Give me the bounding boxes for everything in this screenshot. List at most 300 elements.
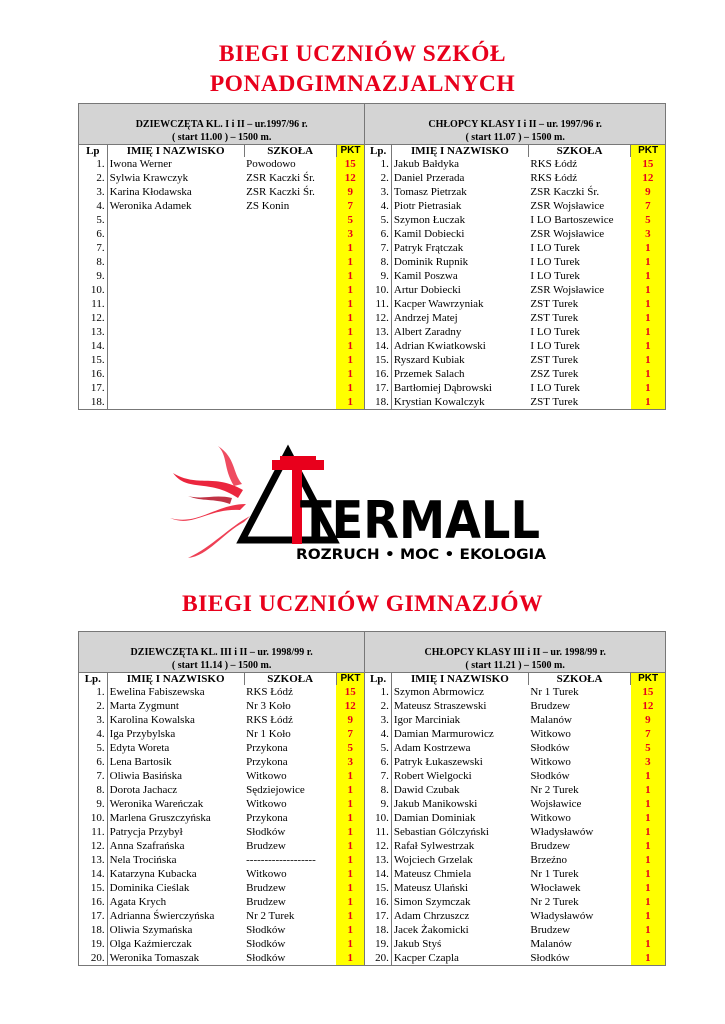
lp-cell: 4. <box>365 727 392 741</box>
lp-cell: 15. <box>79 881 108 895</box>
table-row <box>79 685 666 699</box>
lp-cell: 15. <box>365 353 392 367</box>
points-cell: 1 <box>336 283 365 297</box>
school-cell: Witkowo <box>530 728 571 740</box>
lp-cell: 7. <box>365 769 392 783</box>
points-cell: 1 <box>631 839 666 853</box>
lp-cell: 12. <box>79 311 108 325</box>
name-cell: Artur Dobiecki <box>391 283 528 297</box>
school-cell: Brudzew <box>246 896 286 908</box>
school-cell <box>244 353 336 367</box>
points-cell: 1 <box>631 923 666 937</box>
school-cell: Słodków <box>246 938 286 950</box>
name-cell: Robert Wielgocki <box>391 769 528 783</box>
table-row <box>79 713 666 727</box>
school-cell: Brudzew <box>246 840 286 852</box>
table-row <box>79 157 666 171</box>
name-cell: Piotr Pietrasiak <box>391 199 528 213</box>
lp-cell: 19. <box>79 937 108 951</box>
page-title-junior-high: BIEGI UCZNIÓW GIMNAZJÓW <box>181 591 543 617</box>
school-cell: Brudzew <box>530 840 571 852</box>
name-cell: Sylwia Krawczyk <box>107 171 244 185</box>
school-cell: Malanów <box>530 714 572 726</box>
name-cell: Adrianna Świerczyńska <box>107 909 244 923</box>
lp-cell: 4. <box>79 199 108 213</box>
table-row <box>79 199 666 213</box>
name-cell: Iga Przybylska <box>107 727 244 741</box>
lp-cell: 2. <box>365 171 392 185</box>
column-header: SZKOŁA <box>528 673 630 686</box>
points-cell: 1 <box>631 255 666 269</box>
name-cell: Anna Szafrańska <box>107 839 244 853</box>
school-cell: Wojsławice <box>530 798 582 810</box>
group-header-line: CHŁOPCY KLASY I i II – ur. 1997/96 r. <box>428 119 602 130</box>
school-cell: Witkowo <box>530 812 571 824</box>
points-cell: 1 <box>631 909 666 923</box>
group-header-line: ( start 11.07 ) – 1500 m. <box>465 132 565 143</box>
lp-cell: 20. <box>365 951 392 966</box>
school-cell: Przykona <box>246 742 288 754</box>
name-cell: Iwona Werner <box>107 157 244 171</box>
table-row <box>79 353 666 367</box>
table-row <box>79 283 666 297</box>
table-row <box>79 339 666 353</box>
lp-cell: 16. <box>365 367 392 381</box>
points-cell: 5 <box>631 213 666 227</box>
lp-cell: 10. <box>79 283 108 297</box>
lp-cell: 19. <box>365 937 392 951</box>
group-header-line: CHŁOPCY KLASY III i II – ur. 1998/99 r. <box>424 647 606 658</box>
lp-cell: 18. <box>79 395 108 410</box>
points-cell: 1 <box>336 867 365 881</box>
lp-cell: 1. <box>365 685 392 699</box>
name-cell: Sebastian Gólczyński <box>391 825 528 839</box>
points-cell: 12 <box>631 171 666 185</box>
lp-cell: 14. <box>365 339 392 353</box>
name-cell: Oliwia Szymańska <box>107 923 244 937</box>
lp-cell: 9. <box>79 269 108 283</box>
points-cell: 1 <box>631 325 666 339</box>
name-cell: Damian Dominiak <box>391 811 528 825</box>
lp-cell: 5. <box>79 213 108 227</box>
points-cell: 1 <box>631 783 666 797</box>
school-cell <box>244 269 336 283</box>
points-cell: 1 <box>631 937 666 951</box>
lp-cell: 8. <box>79 255 108 269</box>
lp-cell: 14. <box>79 339 108 353</box>
points-cell: 1 <box>336 255 365 269</box>
name-cell: Olga Kaźmierczak <box>107 937 244 951</box>
lp-cell: 17. <box>365 909 392 923</box>
table-row <box>79 255 666 269</box>
title-line-1: BIEGI UCZNIÓW SZKÓŁ <box>218 41 507 67</box>
group-header-line: ( start 11.21 ) – 1500 m. <box>465 660 565 671</box>
school-cell: ZSR Kaczki Śr. <box>246 172 315 184</box>
school-cell: Słodków <box>530 742 570 754</box>
logo-brand-text: TERMALL <box>300 491 540 551</box>
school-cell: ZSR Kaczki Śr. <box>246 186 315 198</box>
school-cell: Brudzew <box>530 700 571 712</box>
name-cell: Patryk Łukaszewski <box>391 755 528 769</box>
results-table-upper-secondary <box>78 103 666 410</box>
name-cell <box>107 283 244 297</box>
name-cell: Karolina Kowalska <box>107 713 244 727</box>
points-cell: 1 <box>336 395 365 410</box>
column-header: PKT <box>336 145 365 158</box>
name-cell: Dorota Jachacz <box>107 783 244 797</box>
points-cell: 5 <box>336 741 365 755</box>
points-cell: 7 <box>631 727 666 741</box>
school-cell: Słodków <box>246 924 286 936</box>
name-cell: Przemek Salach <box>391 367 528 381</box>
column-header: IMIĘ I NAZWISKO <box>391 145 528 158</box>
lp-cell: 7. <box>79 241 108 255</box>
school-cell: Nr 2 Turek <box>246 910 295 922</box>
column-header: Lp. <box>365 145 392 158</box>
lp-cell: 12. <box>79 839 108 853</box>
name-cell: Tomasz Pietrzak <box>391 185 528 199</box>
name-cell: Krystian Kowalczyk <box>391 395 528 410</box>
points-cell: 1 <box>336 811 365 825</box>
points-cell: 7 <box>336 727 365 741</box>
name-cell: Weronika Tomaszak <box>107 951 244 966</box>
name-cell: Adam Kostrzewa <box>391 741 528 755</box>
table-row <box>79 213 666 227</box>
points-cell: 12 <box>631 699 666 713</box>
school-cell: ZS Konin <box>246 200 290 212</box>
points-cell: 1 <box>336 381 365 395</box>
group-header-line: ( start 11.00 ) – 1500 m. <box>171 132 272 143</box>
page-title-upper-secondary <box>0 39 725 99</box>
school-cell: Słodków <box>530 770 570 782</box>
lp-cell: 16. <box>365 895 392 909</box>
lp-cell: 17. <box>79 381 108 395</box>
points-cell: 1 <box>336 895 365 909</box>
table-row <box>79 727 666 741</box>
name-cell: Szymon Łuczak <box>391 213 528 227</box>
points-cell: 1 <box>631 881 666 895</box>
points-cell: 1 <box>631 381 666 395</box>
lp-cell: 1. <box>79 157 108 171</box>
school-cell: Witkowo <box>246 868 287 880</box>
lp-cell: 6. <box>365 755 392 769</box>
name-cell: Mateusz Ulański <box>391 881 528 895</box>
table-row <box>79 839 666 853</box>
school-cell: Władysławów <box>530 910 594 922</box>
right-group-header <box>365 104 666 145</box>
points-cell: 1 <box>631 769 666 783</box>
lp-cell: 18. <box>365 923 392 937</box>
table-row <box>79 867 666 881</box>
column-header: PKT <box>336 673 365 686</box>
lp-cell: 10. <box>79 811 108 825</box>
name-cell: Marta Zygmunt <box>107 699 244 713</box>
points-cell: 3 <box>336 755 365 769</box>
column-header: Lp. <box>365 673 392 686</box>
points-cell: 1 <box>631 895 666 909</box>
name-cell: Damian Marmurowicz <box>391 727 528 741</box>
name-cell: Rafał Sylwestrzak <box>391 839 528 853</box>
points-cell: 12 <box>336 699 365 713</box>
points-cell: 1 <box>631 797 666 811</box>
table-row <box>79 923 666 937</box>
points-cell: 1 <box>336 909 365 923</box>
school-cell: ZSR Wojsławice <box>530 284 605 296</box>
column-header: SZKOŁA <box>244 673 336 686</box>
school-cell <box>244 227 336 241</box>
name-cell: Jakub Manikowski <box>391 797 528 811</box>
lp-cell: 20. <box>79 951 108 966</box>
points-cell: 1 <box>631 367 666 381</box>
points-cell: 3 <box>631 227 666 241</box>
name-cell: Edyta Woreta <box>107 741 244 755</box>
name-cell: Oliwia Basińska <box>107 769 244 783</box>
school-cell: ZST Turek <box>530 298 579 310</box>
name-cell: Dominik Rupnik <box>391 255 528 269</box>
school-cell: I LO Turek <box>530 382 580 394</box>
name-cell: Jakub Styś <box>391 937 528 951</box>
lp-cell: 8. <box>365 255 392 269</box>
lp-cell: 8. <box>79 783 108 797</box>
points-cell: 1 <box>336 339 365 353</box>
lp-cell: 9. <box>365 269 392 283</box>
name-cell: Igor Marciniak <box>391 713 528 727</box>
points-cell: 9 <box>631 185 666 199</box>
column-header: Lp <box>79 145 108 158</box>
school-cell: Brudzew <box>530 924 571 936</box>
points-cell: 1 <box>336 367 365 381</box>
lp-cell: 5. <box>79 741 108 755</box>
lp-cell: 6. <box>79 227 108 241</box>
name-cell: Ewelina Fabiszewska <box>107 685 244 699</box>
results-table-junior-high <box>78 631 666 966</box>
name-cell: Katarzyna Kubacka <box>107 867 244 881</box>
lp-cell: 12. <box>365 839 392 853</box>
lp-cell: 13. <box>79 853 108 867</box>
name-cell: Szymon Abrmowicz <box>391 685 528 699</box>
name-cell <box>107 395 244 410</box>
name-cell <box>107 339 244 353</box>
lp-cell: 6. <box>365 227 392 241</box>
lp-cell: 1. <box>79 685 108 699</box>
name-cell <box>107 269 244 283</box>
name-cell: Andrzej Matej <box>391 311 528 325</box>
points-cell: 15 <box>336 685 365 699</box>
name-cell: Mateusz Straszewski <box>391 699 528 713</box>
school-cell: Nr 1 Turek <box>530 686 579 698</box>
points-cell: 1 <box>631 825 666 839</box>
table-row <box>79 909 666 923</box>
right-group-header <box>365 632 666 673</box>
points-cell: 1 <box>336 839 365 853</box>
logo-tagline-text: ROZRUCH • MOC • EKOLOGIA <box>296 547 547 563</box>
lp-cell: 9. <box>79 797 108 811</box>
lp-cell: 14. <box>79 867 108 881</box>
lp-cell: 16. <box>79 367 108 381</box>
school-cell: Witkowo <box>530 756 571 768</box>
points-cell: 1 <box>631 283 666 297</box>
points-cell: 9 <box>336 713 365 727</box>
points-cell: 5 <box>631 741 666 755</box>
name-cell <box>107 381 244 395</box>
points-cell: 1 <box>336 951 365 966</box>
table-row <box>79 227 666 241</box>
points-cell: 1 <box>336 769 365 783</box>
points-cell: 1 <box>336 881 365 895</box>
points-cell: 1 <box>336 923 365 937</box>
table-row <box>79 241 666 255</box>
title-line-2: PONADGIMNAZJALNYCH <box>209 71 516 97</box>
column-header: SZKOŁA <box>528 145 630 158</box>
points-cell: 1 <box>631 867 666 881</box>
lp-cell: 18. <box>365 395 392 410</box>
name-cell: Kamil Dobiecki <box>391 227 528 241</box>
lp-cell: 15. <box>365 881 392 895</box>
lp-cell: 18. <box>79 923 108 937</box>
table-row <box>79 797 666 811</box>
school-cell: Przykona <box>246 812 288 824</box>
lp-cell: 5. <box>365 213 392 227</box>
lp-cell: 2. <box>79 171 108 185</box>
name-cell <box>107 255 244 269</box>
points-cell: 1 <box>336 241 365 255</box>
school-cell <box>244 283 336 297</box>
points-cell: 7 <box>631 199 666 213</box>
table-row <box>79 783 666 797</box>
points-cell: 12 <box>336 171 365 185</box>
name-cell: Bartłomiej Dąbrowski <box>391 381 528 395</box>
points-cell: 1 <box>336 325 365 339</box>
table-row <box>79 769 666 783</box>
table-row <box>79 395 666 410</box>
points-cell: 1 <box>336 353 365 367</box>
name-cell: Jakub Bałdyka <box>391 157 528 171</box>
column-header: PKT <box>631 145 666 158</box>
name-cell: Mateusz Chmiela <box>391 867 528 881</box>
school-cell <box>244 395 336 410</box>
name-cell: Lena Bartosik <box>107 755 244 769</box>
points-cell: 1 <box>631 811 666 825</box>
school-cell <box>244 311 336 325</box>
name-cell: Marlena Gruszczyńska <box>107 811 244 825</box>
lp-cell: 9. <box>365 797 392 811</box>
school-cell: I LO Turek <box>530 242 580 254</box>
column-header: SZKOŁA <box>244 145 336 158</box>
name-cell <box>107 367 244 381</box>
table-row <box>79 297 666 311</box>
points-cell: 1 <box>631 241 666 255</box>
name-cell: Weronika Adamek <box>107 199 244 213</box>
table-row <box>79 811 666 825</box>
school-cell <box>244 339 336 353</box>
points-cell: 1 <box>336 269 365 283</box>
name-cell: Patryk Frątczak <box>391 241 528 255</box>
school-cell: ZSR Wojsławice <box>530 200 605 212</box>
table-row <box>79 937 666 951</box>
lp-cell: 4. <box>365 199 392 213</box>
lp-cell: 11. <box>365 297 392 311</box>
school-cell: Nr 2 Turek <box>530 896 579 908</box>
school-cell: Słodków <box>528 951 630 966</box>
points-cell: 1 <box>336 797 365 811</box>
school-cell: Nr 1 Koło <box>246 728 291 740</box>
table-row <box>79 171 666 185</box>
name-cell: Kacper Wawrzyniak <box>391 297 528 311</box>
lp-cell: 2. <box>365 699 392 713</box>
points-cell: 1 <box>631 311 666 325</box>
name-cell: Weronika Wareńczak <box>107 797 244 811</box>
school-cell: ZSZ Turek <box>530 368 579 380</box>
school-cell <box>244 297 336 311</box>
lp-cell: 5. <box>365 741 392 755</box>
table-row <box>79 311 666 325</box>
lp-cell: 3. <box>365 713 392 727</box>
lp-cell: 3. <box>79 713 108 727</box>
school-cell: Witkowo <box>246 770 287 782</box>
school-cell: ZST Turek <box>528 395 630 410</box>
school-cell: RKS Łódź <box>530 172 578 184</box>
table-row <box>79 699 666 713</box>
school-cell: I LO Turek <box>530 270 580 282</box>
school-cell: Sędziejowice <box>246 784 305 796</box>
lp-cell: 3. <box>365 185 392 199</box>
school-cell: I LO Turek <box>530 326 580 338</box>
points-cell: 7 <box>336 199 365 213</box>
points-cell: 1 <box>631 853 666 867</box>
name-cell: Nela Trocińska <box>107 853 244 867</box>
table-row <box>79 951 666 966</box>
lp-cell: 7. <box>365 241 392 255</box>
lp-cell: 17. <box>79 909 108 923</box>
column-header: IMIĘ I NAZWISKO <box>107 145 244 158</box>
left-group-header <box>79 632 365 673</box>
name-cell: Kacper Czapla <box>391 951 528 966</box>
column-header: PKT <box>631 673 666 686</box>
table-row <box>79 741 666 755</box>
points-cell: 1 <box>336 853 365 867</box>
points-cell: 1 <box>336 311 365 325</box>
lp-cell: 13. <box>79 325 108 339</box>
table-row <box>79 895 666 909</box>
termall-logo <box>168 438 558 570</box>
school-cell: Brudzew <box>246 882 286 894</box>
lp-cell: 11. <box>365 825 392 839</box>
school-cell <box>244 325 336 339</box>
lp-cell: 10. <box>365 811 392 825</box>
lp-cell: 11. <box>79 825 108 839</box>
school-cell <box>244 367 336 381</box>
lp-cell: 13. <box>365 853 392 867</box>
school-cell: I LO Turek <box>530 256 580 268</box>
table-row <box>79 185 666 199</box>
school-cell: Przykona <box>246 756 288 768</box>
school-cell: ZST Turek <box>530 312 579 324</box>
lp-cell: 6. <box>79 755 108 769</box>
table-row <box>79 367 666 381</box>
column-header: IMIĘ I NAZWISKO <box>107 673 244 686</box>
name-cell: Albert Zaradny <box>391 325 528 339</box>
table-row <box>79 881 666 895</box>
lp-cell: 14. <box>365 867 392 881</box>
school-cell: Powodowo <box>246 158 296 170</box>
school-cell: ZSR Kaczki Śr. <box>530 186 600 198</box>
school-cell: Słodków <box>244 951 336 966</box>
school-cell: Nr 3 Koło <box>246 700 291 712</box>
name-cell <box>107 213 244 227</box>
name-cell <box>107 325 244 339</box>
name-cell: Simon Szymczak <box>391 895 528 909</box>
table-row <box>79 755 666 769</box>
